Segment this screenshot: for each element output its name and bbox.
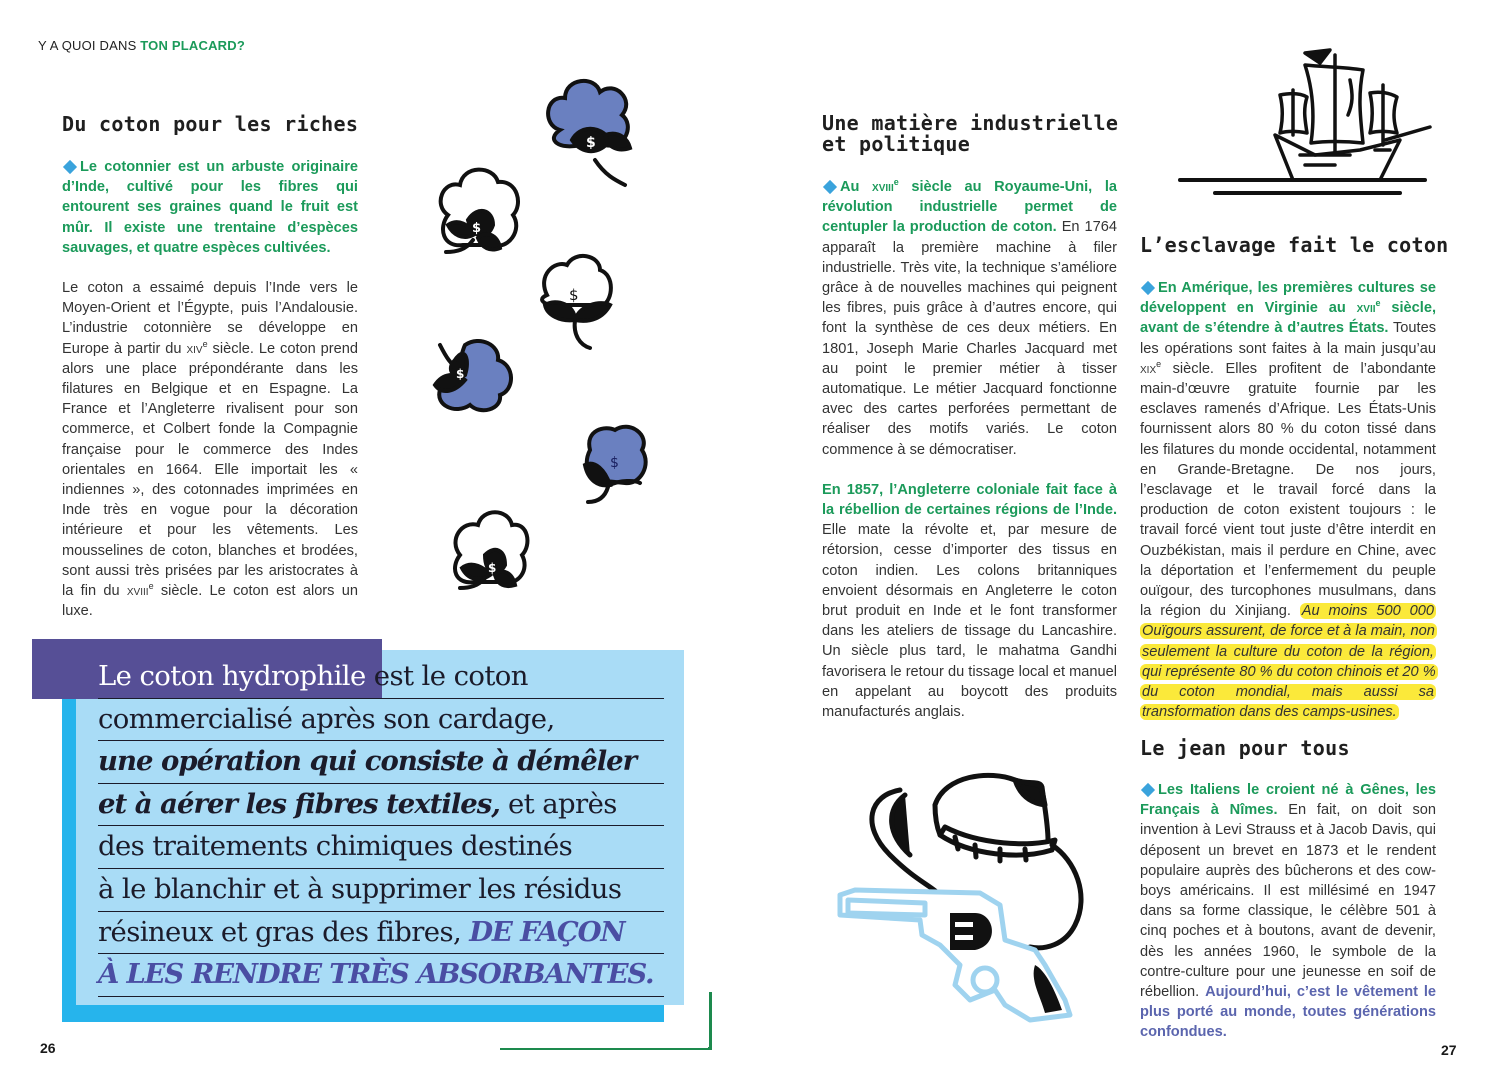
page-number-left: 26: [40, 1040, 56, 1056]
lead-paragraph: En Amérique, les premières cultures se développent en Virginie au xvii$^e$ siècle, avant de s’étendre à d’autres États. Toutes les opérations sont faites à la main jusqu’au xix$^e$ siècle. Elles profitent de l’abondante main-d’œuvre gratuite fournie par les esclaves ramenés d’Afrique. Les États-Unis fournissent alors 80 % du coton tissé dans les filatures du monde occidental, notamment en Grande-Bretagne. De nos jours, l’esclavage et le travail forcé dans la production de coton existent toujours : le travail forcé vient tout juste d’être interdit en Ouzbékistan, mais il perdure en Chine, avec la déportation et l’enfermement du peuple ouïgour, des turcophones musulmans, dans la région du Xinjiang. Au moins 500 000 Ouïgours assurent, de force et à la main, non seulement la culture du coton de la région, qui représente 80 % du coton chinois et 20 % du coton mondial, mais aussi sa transformation dans des camps-usines.: [1140, 280, 1436, 721]
diamond-bullet-icon: [1141, 783, 1155, 797]
svg-text:$: $: [456, 367, 465, 381]
diamond-bullet-icon: [63, 160, 77, 174]
svg-text:$: $: [610, 455, 619, 471]
lead-paragraph: Au xviii$^e$ siècle au Royaume-Uni, la révolution industrielle permet de centupler la production de coton. En 1764 apparaît la première machine à filer industrielle. Très vite, la technique s’améliore grâce à de nouvelles machines qui peignent les fibres, puis grâce à d’autres encore, qui font la synthèse de ces deux métiers. En 1801, Joseph Marie Charles Jacquard met au point le premier métier à tisser automatique. Le métier Jacquard fonctionne avec des cartes perforées permettant de réaliser des motifs variés. Le coton commence à se démocratiser.: [822, 177, 1117, 458]
corner-decoration: [500, 992, 712, 1050]
lead-paragraph: Les Italiens le croient né à Gênes, les Français à Nîmes. En fait, on doit son invention à Levi Strauss et à Jacob Davis, qui déposent un brevet en 1873 et le rendent populaire auprès des bûcherons et des cow-boys américains. Il est millésimé en 1947 dans sa forme classique, le célèbre 501 à cinq poches et à boutons, avant de devenir, dès les années 1960, le symbole de la contre-culture pour une jeunesse en soif de rébellion. Aujourd’hui, c’est le vêtement le plus porté au monde, toutes générations confondues.: [1140, 782, 1436, 1041]
quote-line: résineux et gras des fibres, DE FAÇON: [98, 912, 664, 955]
section-title-matiere-industrielle: Une matière industrielle et politique: [822, 111, 1119, 156]
right-column-2: [1140, 278, 1436, 742]
svg-text:$: $: [472, 221, 482, 236]
quote-line: commercialisé après son cardage,: [98, 699, 664, 742]
body-paragraph: Le coton a essaimé depuis l’Inde vers le Moyen-Orient et l’Égypte, puis l’Andalousie. L’industrie cotonnière se développe en Europe à partir du xiv$^e$ siècle. Le coton prend alors une place prépondérante dans les filatures en Belgique et en Espagne. La France et l’Angleterre rivalisent pour son commerce, et Colbert fonde la Compagnie française pour le commerce des Indes orientales en 1664. Elle importait les « indiennes », des cotonnades imprimées en Inde très en vogue pour la décoration intérieure et pour les vêtements. Les mousselines de coton, blanches et brodées, sont aussi très prisées par les aristocrates à la fin du xviii$^e$ siècle. Le coton est alors un luxe.: [62, 280, 358, 620]
quote-line: À LES RENDRE TRÈS ABSORBANTES.: [98, 954, 664, 997]
svg-text:$: $: [569, 286, 579, 304]
right-column-3: [1140, 780, 1436, 1063]
pull-quote: [98, 656, 664, 997]
lead-paragraph: Le cotonnier est un arbuste originaire d’Inde, cultivé pour les fibres qui entourent ses graines quand le fruit est mûr. Il existe une trentaine d’espèces sauvages, et quatre espèces cultivées.: [62, 159, 358, 256]
right-column-1: [822, 177, 1117, 742]
section-title-coton-riches: Du coton pour les riches: [62, 112, 359, 136]
page-number-right: 27: [1441, 1042, 1457, 1058]
quote-line: à le blanchir et à supprimer les résidus: [98, 869, 664, 912]
cotton-boll-dollar-icon: [420, 70, 680, 610]
running-head: [38, 38, 245, 53]
quote-line: Le coton hydrophile est le coton: [98, 656, 664, 699]
highlighted-text: Au moins 500 000 Ouïgours assurent, de force et à la main, non seulement la culture du coton de la région, qui représente 80 % du coton chinois et 20 % du coton mondial, mais aussi sa transformation dans des camps-usines.: [1142, 603, 1436, 721]
ship-icon: [1175, 45, 1440, 195]
svg-text:$: $: [586, 135, 596, 151]
body-paragraph: En 1857, l’Angleterre coloniale fait face à la rébellion de certaines régions de l’Inde. Elle mate la révolte et, par mesure de rétorsion, cesse d’importer des tissus en coton indien. Les colons britanniques envoient désormais en Angleterre le coton brut produit en Inde et le font transformer dans les ateliers de tissage du Lancashire. Un siècle plus tard, le mahatma Gandhi favorisera le retour du tissage local et manuel en appelant au boycott des produits manufacturés anglais.: [822, 481, 1117, 721]
section-title-jean: Le jean pour tous: [1140, 736, 1350, 760]
quote-line: une opération qui consiste à démêler: [98, 741, 664, 784]
diamond-bullet-icon: [1141, 281, 1155, 295]
svg-text:$: $: [488, 561, 497, 575]
quote-line: des traitements chimiques destinés: [98, 826, 664, 869]
cowboy-hat-revolver-icon: [830, 765, 1100, 1025]
running-head-prefix: Y A QUOI DANS: [38, 38, 141, 53]
left-column: [62, 157, 358, 641]
section-title-esclavage: L’esclavage fait le coton: [1140, 233, 1449, 257]
quote-line: et à aérer les fibres textiles, et après: [98, 784, 664, 827]
running-head-accent: TON PLACARD?: [140, 38, 245, 53]
diamond-bullet-icon: [823, 180, 837, 194]
